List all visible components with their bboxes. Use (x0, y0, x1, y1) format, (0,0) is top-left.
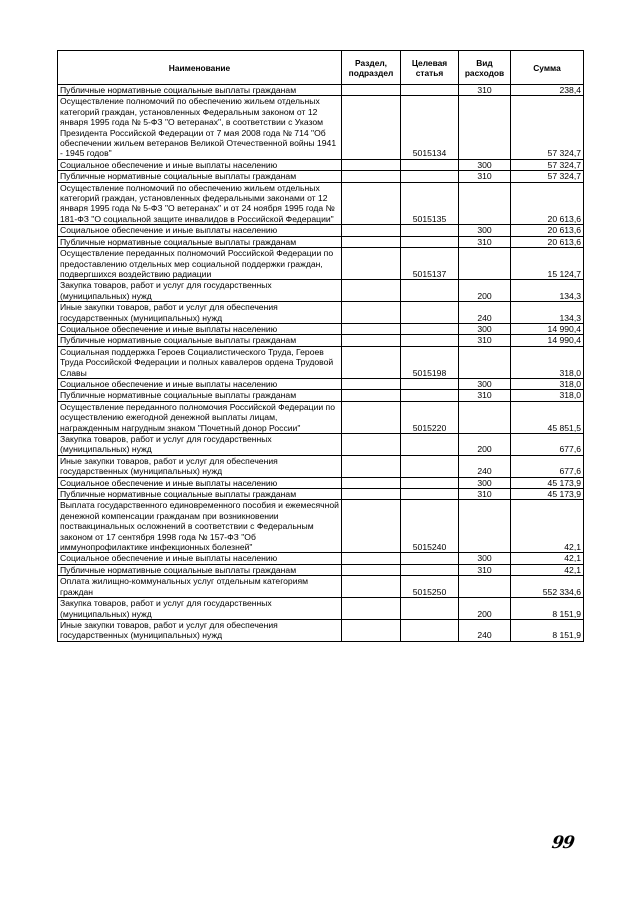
row-name-cell: Социальная поддержка Героев Социалистического Труда, Героев Труда Российской Федерации и полных кавалеров ордена Трудовой Славы (58, 346, 342, 378)
row-name-cell: Осуществление переданного полномочия Российской Федерации по осуществлению ежегодной денежной выплаты лицам, награжденным нагрудным знаком "Почетный донор России" (58, 401, 342, 433)
row-target-cell (401, 236, 459, 247)
row-name-cell: Закупка товаров, работ и услуг для государственных (муниципальных) нужд (58, 280, 342, 302)
row-amount-cell: 14 990,4 (511, 323, 584, 334)
table-row (58, 598, 584, 620)
row-amount-cell: 42,1 (511, 553, 584, 564)
row-expense-cell (459, 248, 511, 280)
row-name-cell: Осуществление полномочий по обеспечению жильем отдельных категорий граждан, установленных Федеральным законом от 12 января 1995 года № 5-ФЗ "О ветеранах", в соответствии с Указом Президента Российской Федерации от 7 мая 2008 года № 714 "Об обеспечении жильем ветеранов Великой Отечественной войны 1941 - 1945 годов" (58, 96, 342, 159)
header-section: Раздел, подраздел (342, 51, 401, 85)
row-name-cell: Социальное обеспечение и иные выплаты населению (58, 323, 342, 334)
row-target-cell (401, 378, 459, 389)
row-target-cell: 5015220 (401, 401, 459, 433)
row-target-cell (401, 477, 459, 488)
row-target-cell (401, 171, 459, 182)
row-target-cell: 5015240 (401, 500, 459, 553)
table-row (58, 378, 584, 389)
row-expense-cell (459, 346, 511, 378)
row-amount-cell: 57 324,7 (511, 171, 584, 182)
row-target-cell (401, 323, 459, 334)
row-target-cell (401, 434, 459, 456)
row-expense-cell: 240 (459, 619, 511, 641)
header-row (58, 51, 584, 85)
row-name-cell: Иные закупки товаров, работ и услуг для обеспечения государственных (муниципальных) нужд (58, 302, 342, 324)
row-name-cell: Публичные нормативные социальные выплаты гражданам (58, 335, 342, 346)
row-section-cell (342, 401, 401, 433)
row-section-cell (342, 576, 401, 598)
row-expense-cell: 310 (459, 171, 511, 182)
row-section-cell (342, 248, 401, 280)
row-expense-cell (459, 182, 511, 225)
row-expense-cell: 300 (459, 553, 511, 564)
header-name: Наименование (58, 51, 342, 85)
row-name-cell: Иные закупки товаров, работ и услуг для обеспечения государственных (муниципальных) нужд (58, 455, 342, 477)
table-row (58, 500, 584, 553)
row-amount-cell: 57 324,7 (511, 159, 584, 170)
row-amount-cell: 318,0 (511, 390, 584, 401)
table-row (58, 85, 584, 96)
row-expense-cell: 310 (459, 564, 511, 575)
row-expense-cell: 310 (459, 85, 511, 96)
row-amount-cell: 552 334,6 (511, 576, 584, 598)
row-expense-cell (459, 96, 511, 159)
row-section-cell (342, 171, 401, 182)
row-target-cell: 5015134 (401, 96, 459, 159)
row-expense-cell (459, 500, 511, 553)
row-expense-cell: 310 (459, 335, 511, 346)
row-name-cell: Социальное обеспечение и иные выплаты населению (58, 553, 342, 564)
row-name-cell: Публичные нормативные социальные выплаты гражданам (58, 171, 342, 182)
row-target-cell: 5015137 (401, 248, 459, 280)
row-name-cell: Публичные нормативные социальные выплаты гражданам (58, 489, 342, 500)
row-section-cell (342, 500, 401, 553)
row-name-cell: Публичные нормативные социальные выплаты гражданам (58, 390, 342, 401)
row-target-cell (401, 225, 459, 236)
table-row (58, 434, 584, 456)
row-amount-cell: 8 151,9 (511, 598, 584, 620)
row-amount-cell: 20 613,6 (511, 225, 584, 236)
row-expense-cell (459, 576, 511, 598)
row-name-cell: Осуществление полномочий по обеспечению жильем отдельных категорий граждан, установленных федеральными законами от 12 января 1995 года № 5-ФЗ "О ветеранах" и от 24 ноября 1995 года № 181-ФЗ "О социальной защите инвалидов в Российской Федерации" (58, 182, 342, 225)
table-row (58, 236, 584, 247)
row-name-cell: Социальное обеспечение и иные выплаты населению (58, 477, 342, 488)
row-amount-cell: 677,6 (511, 455, 584, 477)
table-body (58, 85, 584, 642)
row-expense-cell: 300 (459, 477, 511, 488)
header-target: Целевая статья (401, 51, 459, 85)
row-section-cell (342, 564, 401, 575)
row-name-cell: Публичные нормативные социальные выплаты гражданам (58, 564, 342, 575)
row-target-cell (401, 564, 459, 575)
row-section-cell (342, 378, 401, 389)
row-amount-cell: 20 613,6 (511, 236, 584, 247)
row-target-cell (401, 489, 459, 500)
table-row (58, 225, 584, 236)
row-name-cell: Осуществление переданных полномочий Российской Федерации по предоставлению отдельных мер социальной поддержки граждан, подвергшихся воздействию радиации (58, 248, 342, 280)
row-section-cell (342, 323, 401, 334)
row-section-cell (342, 455, 401, 477)
row-section-cell (342, 477, 401, 488)
row-amount-cell: 318,0 (511, 346, 584, 378)
row-name-cell: Закупка товаров, работ и услуг для государственных (муниципальных) нужд (58, 598, 342, 620)
row-section-cell (342, 302, 401, 324)
table-row (58, 335, 584, 346)
row-expense-cell: 240 (459, 455, 511, 477)
table-row (58, 489, 584, 500)
row-amount-cell: 238,4 (511, 85, 584, 96)
row-section-cell (342, 225, 401, 236)
row-expense-cell: 300 (459, 225, 511, 236)
row-amount-cell: 57 324,7 (511, 96, 584, 159)
table-row (58, 553, 584, 564)
row-section-cell (342, 182, 401, 225)
row-target-cell (401, 455, 459, 477)
row-name-cell: Иные закупки товаров, работ и услуг для обеспечения государственных (муниципальных) нужд (58, 619, 342, 641)
table-row (58, 346, 584, 378)
table-row (58, 477, 584, 488)
row-section-cell (342, 553, 401, 564)
row-section-cell (342, 434, 401, 456)
row-amount-cell: 14 990,4 (511, 335, 584, 346)
table-row (58, 182, 584, 225)
row-expense-cell: 200 (459, 434, 511, 456)
row-amount-cell: 45 851,5 (511, 401, 584, 433)
row-section-cell (342, 96, 401, 159)
page-number: 99 (550, 833, 576, 853)
row-section-cell (342, 390, 401, 401)
table-row (58, 619, 584, 641)
row-target-cell (401, 619, 459, 641)
row-name-cell: Выплата государственного единовременного пособия и ежемесячной денежной компенсации гражданам при возникновении поствакцинальных осложнений в соответствии с Федеральным законом от 17 сентября 1998 года № 157-ФЗ "Об иммунопрофилактике инфекционных болезней" (58, 500, 342, 553)
table-row (58, 401, 584, 433)
row-expense-cell: 310 (459, 489, 511, 500)
row-section-cell (342, 335, 401, 346)
row-expense-cell: 310 (459, 390, 511, 401)
row-amount-cell: 134,3 (511, 280, 584, 302)
row-section-cell (342, 598, 401, 620)
table-row (58, 248, 584, 280)
row-amount-cell: 15 124,7 (511, 248, 584, 280)
row-amount-cell: 134,3 (511, 302, 584, 324)
row-amount-cell: 8 151,9 (511, 619, 584, 641)
row-expense-cell: 240 (459, 302, 511, 324)
row-name-cell: Публичные нормативные социальные выплаты гражданам (58, 85, 342, 96)
row-expense-cell: 200 (459, 280, 511, 302)
row-section-cell (342, 159, 401, 170)
row-target-cell (401, 280, 459, 302)
row-amount-cell: 677,6 (511, 434, 584, 456)
table-row (58, 171, 584, 182)
row-expense-cell: 300 (459, 323, 511, 334)
row-section-cell (342, 85, 401, 96)
table-row (58, 564, 584, 575)
table-row (58, 302, 584, 324)
row-amount-cell: 20 613,6 (511, 182, 584, 225)
row-name-cell: Оплата жилищно-коммунальных услуг отдельным категориям граждан (58, 576, 342, 598)
row-name-cell: Закупка товаров, работ и услуг для государственных (муниципальных) нужд (58, 434, 342, 456)
row-target-cell (401, 598, 459, 620)
row-name-cell: Социальное обеспечение и иные выплаты населению (58, 378, 342, 389)
row-expense-cell: 300 (459, 159, 511, 170)
table-row (58, 280, 584, 302)
budget-table (57, 50, 584, 642)
row-name-cell: Социальное обеспечение и иные выплаты населению (58, 159, 342, 170)
table-row (58, 390, 584, 401)
row-expense-cell: 300 (459, 378, 511, 389)
row-section-cell (342, 346, 401, 378)
row-expense-cell: 200 (459, 598, 511, 620)
row-amount-cell: 45 173,9 (511, 489, 584, 500)
row-target-cell (401, 335, 459, 346)
table-row (58, 455, 584, 477)
row-name-cell: Социальное обеспечение и иные выплаты населению (58, 225, 342, 236)
row-target-cell: 5015250 (401, 576, 459, 598)
row-target-cell (401, 390, 459, 401)
header-expense: Вид расходов (459, 51, 511, 85)
row-target-cell: 5015135 (401, 182, 459, 225)
row-section-cell (342, 619, 401, 641)
row-amount-cell: 45 173,9 (511, 477, 584, 488)
row-target-cell (401, 553, 459, 564)
table-row (58, 323, 584, 334)
row-section-cell (342, 280, 401, 302)
row-section-cell (342, 489, 401, 500)
row-amount-cell: 42,1 (511, 500, 584, 553)
row-target-cell (401, 302, 459, 324)
row-name-cell: Публичные нормативные социальные выплаты гражданам (58, 236, 342, 247)
table-row (58, 96, 584, 159)
table-row (58, 159, 584, 170)
row-section-cell (342, 236, 401, 247)
row-expense-cell: 310 (459, 236, 511, 247)
table-row (58, 576, 584, 598)
header-amount: Сумма (511, 51, 584, 85)
row-target-cell: 5015198 (401, 346, 459, 378)
row-target-cell (401, 85, 459, 96)
row-target-cell (401, 159, 459, 170)
row-expense-cell (459, 401, 511, 433)
row-amount-cell: 318,0 (511, 378, 584, 389)
row-amount-cell: 42,1 (511, 564, 584, 575)
